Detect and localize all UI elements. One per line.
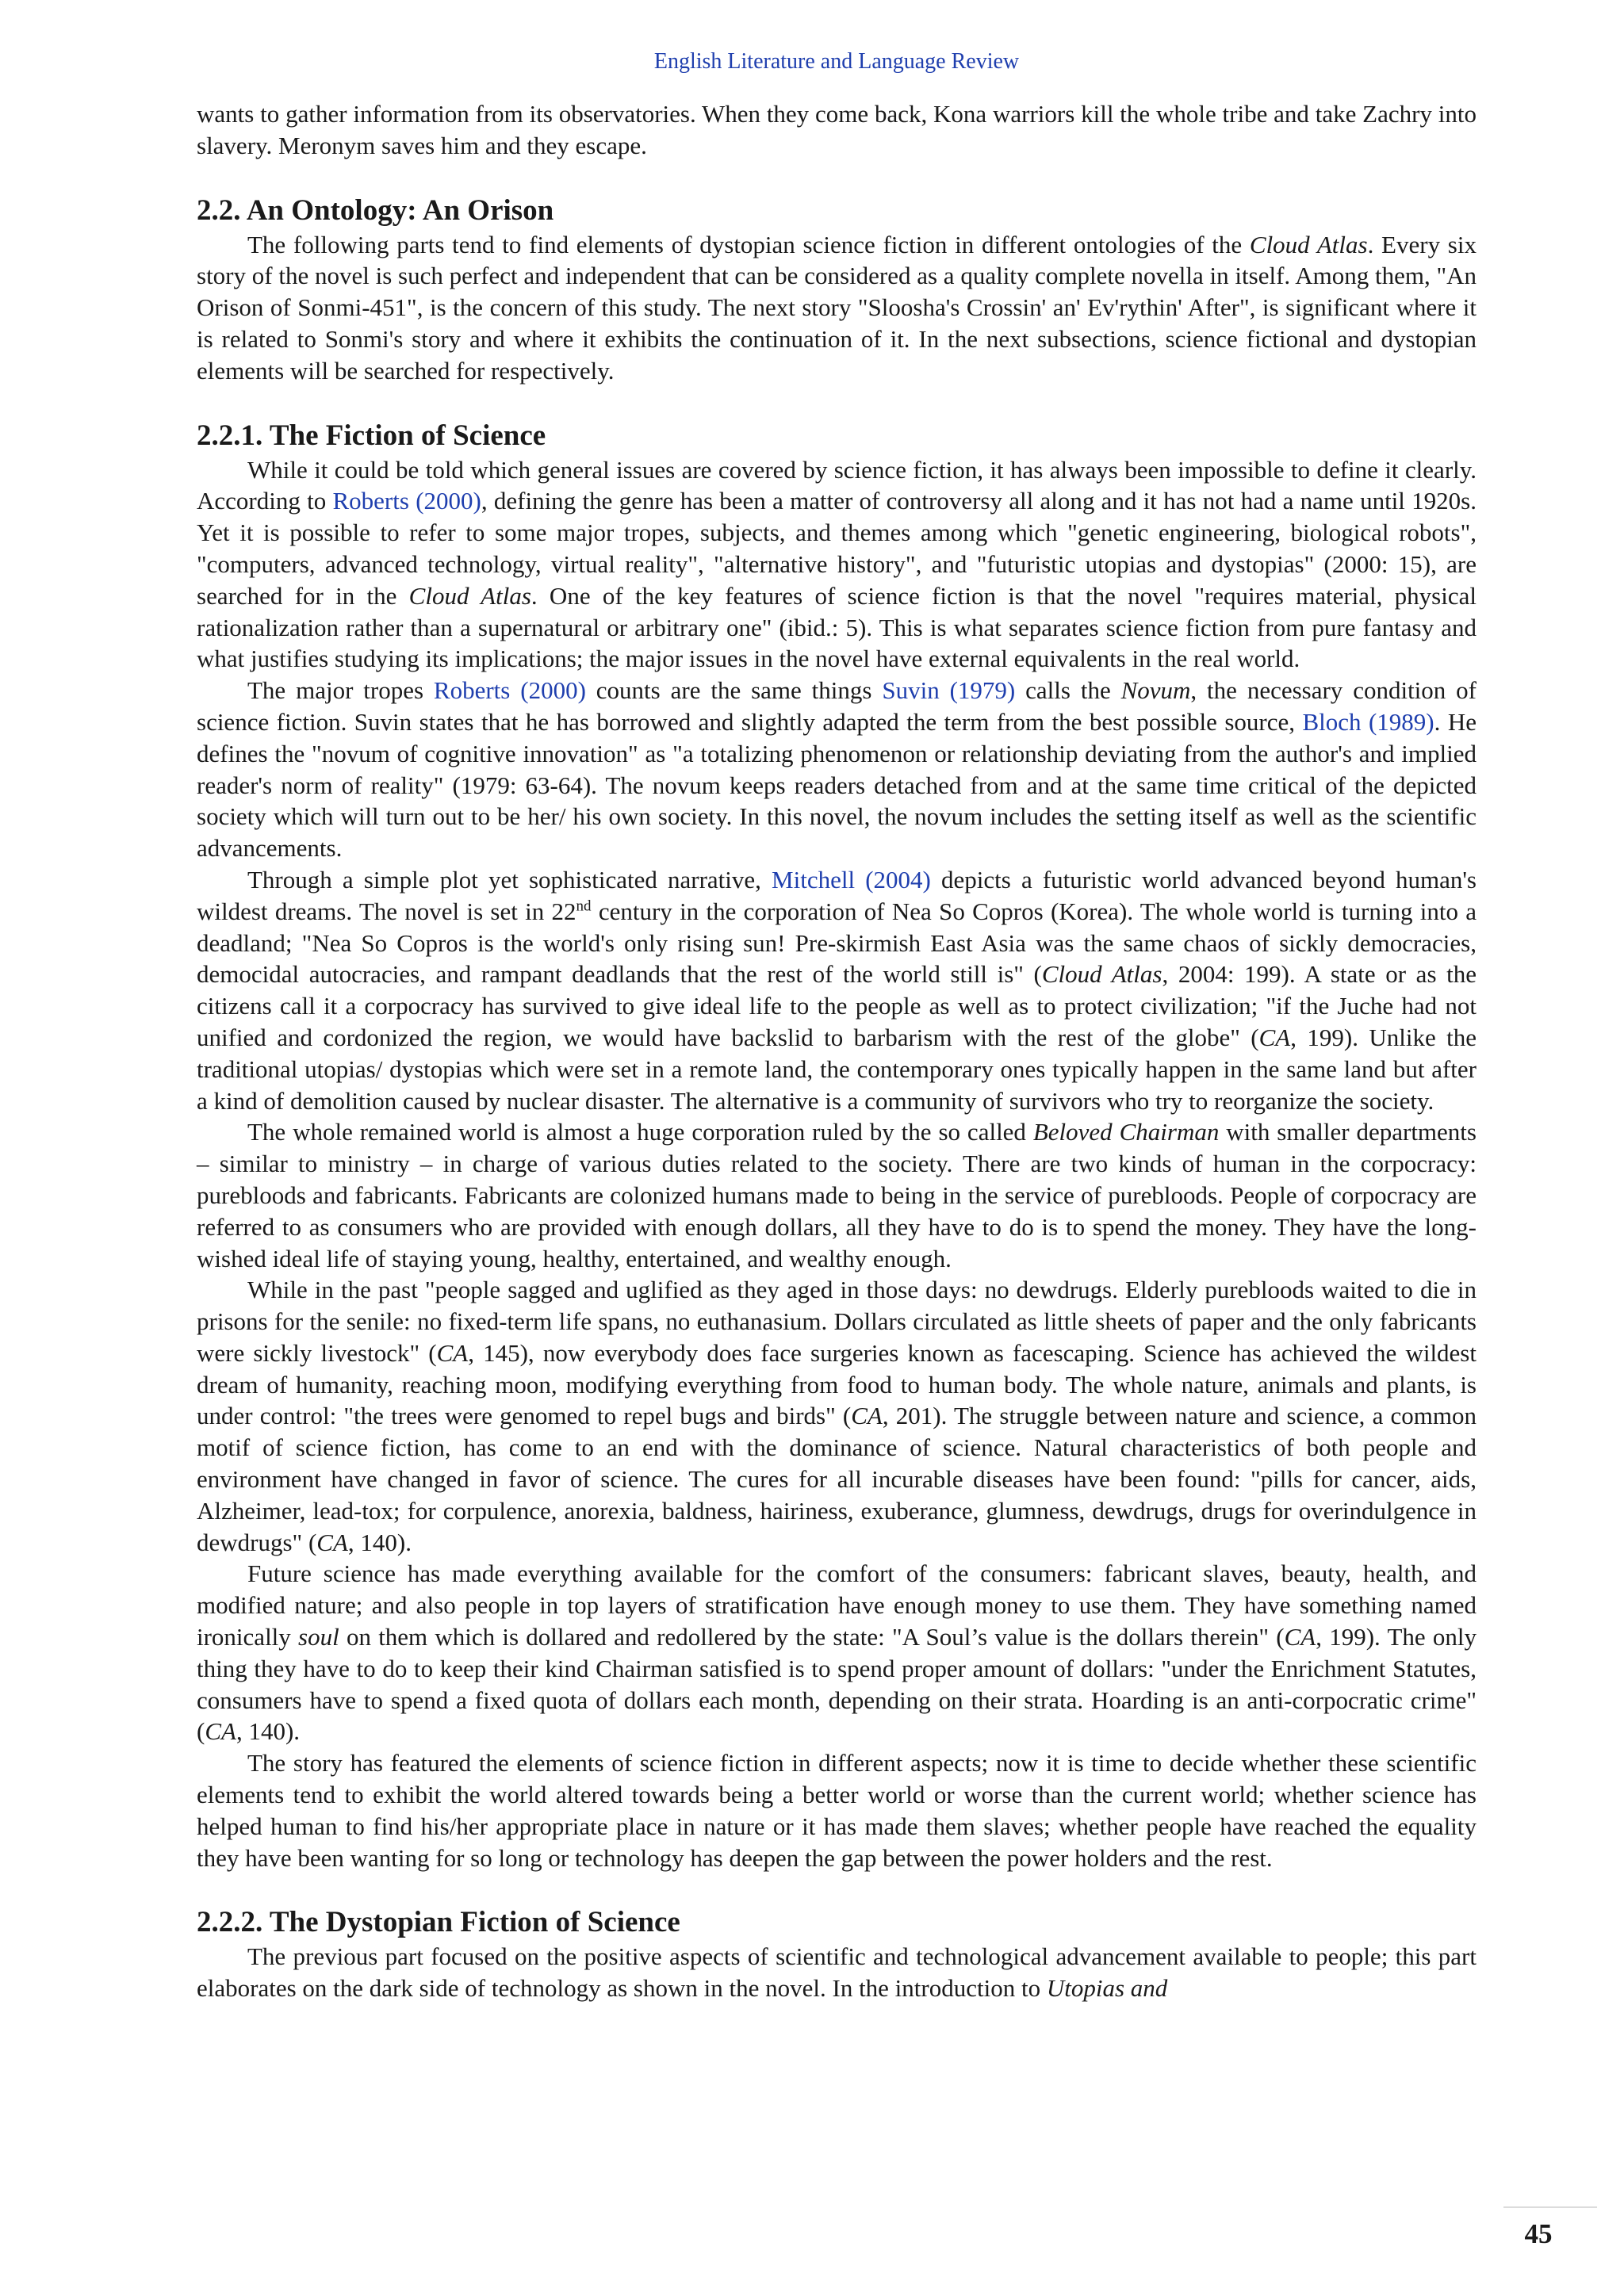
paragraph: The previous part focused on the positive aspects of scientific and technological advancement available to people; this part elaborates on the dark side of technology as shown in the novel. In the introduction to Utopias and [197,1942,1477,2003]
citation-link[interactable]: Roberts (2000) [433,676,586,705]
section-heading-2-2-1: 2.2.1. The Fiction of Science [197,419,546,452]
paragraph: Future science has made everything available for the comfort of the consumers: fabricant slaves, beauty, health, and modified nature; and also people in top layers of stratification have enough money to use them. They have something named ironically soul on them which is dollared and redollered by the state: "A Soul’s value is the dollars therein" (CA, 199). The only thing they have to do to keep their kind Chairman satisfied is to spend proper amount of dollars: "under the Enrichment Statutes, consumers have to spend a fixed quota of dollars each month, depending on their strata. Hoarding is an anti-corpocratic crime" (CA, 140). [197,1559,1477,1746]
section-heading-2-2: 2.2. An Ontology: An Orison [197,193,554,227]
paragraph: The whole remained world is almost a huge corporation ruled by the so called Beloved Chairman with smaller departments – similar to ministry – in charge of various duties related to the society. There are two kinds of human in the corpocracy: purebloods and fabricants. Fabricants are colonized humans made to being in the service of purebloods. People of corpocracy are referred to as consumers who are provided with enough dollars, all they have to do is to spend the money. They have the long-wished ideal life of staying young, healthy, entertained, and wealthy enough. [197,1118,1477,1272]
article-body [197,98,1477,2004]
page-number: 45 [1524,2218,1553,2249]
paragraph: While it could be told which general issues are covered by science fiction, it has always been impossible to define it clearly. According to Roberts (2000), defining the genre has been a matter of controversy all along and it has not had a name until 1920s. Yet it is possible to refer to some major tropes, subjects, and themes among which "genetic engineering, biological robots", "computers, advanced technology, virtual reality", "alternative history", and "futuristic utopias and dystopias" (2000: 15), are searched for in the Cloud Atlas. One of the key features of science fiction is that the novel "requires material, physical rationalization rather than a supernatural or arbitrary one" (ibid.: 5). This is what separates science fiction from pure fantasy and what justifies studying its implications; the major issues in the novel have external equivalents in the real world. [197,455,1477,673]
section-heading-2-2-2: 2.2.2. The Dystopian Fiction of Science [197,1906,680,1939]
citation-link[interactable]: Bloch (1989) [1302,707,1434,736]
footer-rule [1503,2206,1597,2208]
paragraph: Through a simple plot yet sophisticated narrative, Mitchell (2004) depicts a futuristic world advanced beyond human's wildest dreams. The novel is set in 22nd century in the corporation of Nea So Copros (Korea). The whole world is turning into a deadland; "Nea So Copros is the world's only rising sun! Pre-skirmish East Asia was the same chaos of sickly democracies, democidal autocracies, and rampant deadlands that the rest of the world still is" (Cloud Atlas, 2004: 199). A state or as the citizens call it a corpocracy has survived to give ideal life to the people as well as to protect civilization; "if the Juche had not unified and cordonized the region, we would have backslid to barbarism with the rest of the globe" (CA, 199). Unlike the traditional utopias/ dystopias which were set in a remote land, the contemporary ones typically happen in the same land but after a kind of demolition caused by nuclear disaster. The alternative is a community of survivors who try to reorganize the society. [197,865,1477,1115]
citation-link[interactable]: Roberts (2000) [332,487,481,515]
paragraph: While in the past "people sagged and uglified as they aged in those days: no dewdrugs. Elderly purebloods waited to die in prisons for the senile: no fixed-term life spans, no euthanasium. Dollars circulated as little sheets of paper and the only fabricants were sickly livestock" (CA, 145), now everybody does face surgeries known as facescaping. Science has achieved the wildest dream of humanity, reaching moon, modifying everything from food to human body. The whole nature, animals and plants, is under control: "the trees were genomed to repel bugs and birds" (CA, 201). The struggle between nature and science, a common motif of science fiction, has come to an end with the dominance of science. Natural characteristics of both people and environment have changed in favor of science. The cures for all incurable diseases have been found: "pills for cancer, aids, Alzheimer, lead-tox; for corpulence, anorexia, baldness, hairiness, exuberance, glumness, dewdrugs, drugs for overindulgence in dewdrugs" (CA, 140). [197,1276,1477,1556]
journal-header: English Literature and Language Review [653,49,1020,74]
paragraph: wants to gather information from its observatories. When they come back, Kona warriors kill the whole tribe and take Zachry into slavery. Meronym saves him and they escape. [197,100,1477,159]
paragraph: The following parts tend to find elements of dystopian science fiction in different ontologies of the Cloud Atlas. Every six story of the novel is such perfect and independent that can be considered as a quality complete novella in itself. Among them, "An Orison of Sonmi-451", is the concern of this study. The next story "Sloosha's Crossin' an' Ev'rythin' After", is significant where it is related to Sonmi's story and where it exhibits the continuation of it. In the next subsections, science fictional and dystopian elements will be searched for respectively. [197,230,1477,385]
paragraph: The major tropes Roberts (2000) counts are the same things Suvin (1979) calls the Novum, the necessary condition of science fiction. Suvin states that he has borrowed and slightly adapted the term from the best possible source, Bloch (1989). He defines the "novum of cognitive innovation" as "a totalizing phenomenon or relationship deviating from the author's and implied reader's norm of reality" (1979: 63-64). The novum keeps readers detached from and at the same time critical of the depicted society which will turn out to be her/ his own society. In this novel, the novum includes the setting itself as well as the scientific advancements. [197,676,1477,863]
citation-link[interactable]: Mitchell (2004) [772,865,931,894]
paragraph: The story has featured the elements of science fiction in different aspects; now it is time to decide whether these scientific elements tend to exhibit the world altered towards being a better world or worse than the current world; whether science has helped human to find his/her appropriate place in nature or it has made them slaves; whether people have reached the equality they have been wanting for so long or technology has deepen the gap between the power holders and the rest. [197,1749,1477,1872]
citation-link[interactable]: Suvin (1979) [882,676,1016,705]
